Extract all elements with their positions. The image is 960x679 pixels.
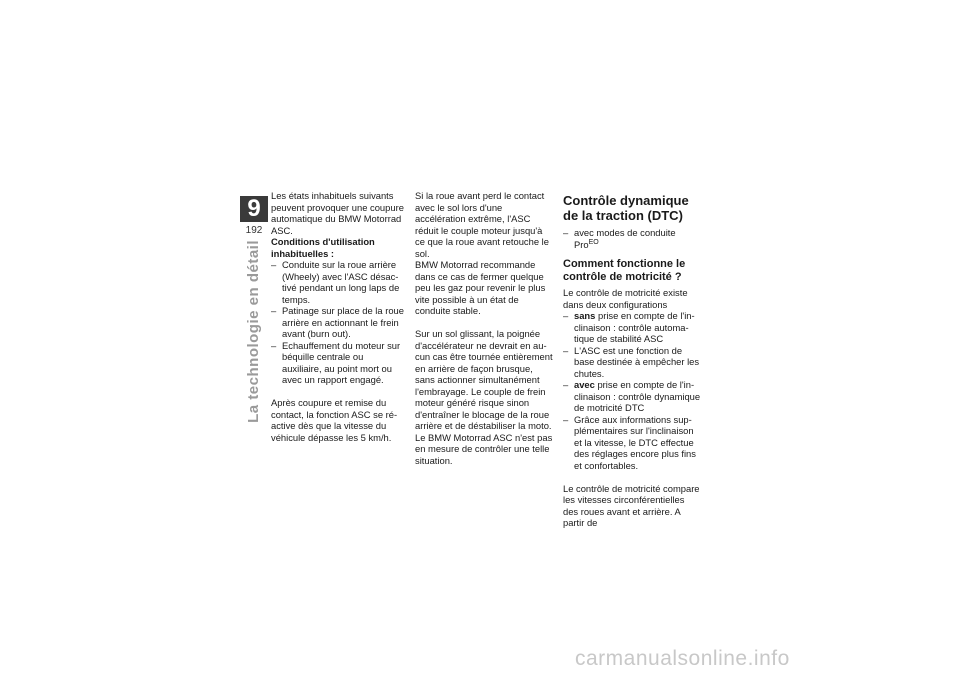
list-item: – Patinage sur place de la roue arrière en actionnant le frein avant (burn out). [271, 305, 404, 339]
configurations-list [563, 310, 701, 471]
list-item: – Echauffement du moteur sur béquille centrale ou auxiliaire, au point mort ou avec un rapport engagé. [271, 339, 401, 385]
list-item: – sans prise en compte de l'inclinaison : contrôle automatique de stabilité ASC [563, 310, 695, 344]
modes-list [563, 227, 701, 250]
watermark: carmanualsonline.info [575, 647, 790, 670]
list-item: – avec prise en compte de l'inclinaison : contrôle dynamique de motricité DTC [563, 379, 701, 413]
chapter-number: 9 [240, 196, 268, 222]
after-paragraph: Après coupure et remise du contact, la fonction ASC se réactive dès que la vitesse du véhicule dépasse les 5 km/h. [271, 397, 398, 443]
section-heading: Contrôle dynamique de la traction (DTC) [563, 193, 689, 223]
conditions-heading: Conditions d'utilisation inhabituelles : [271, 236, 375, 259]
intro-paragraph: Les états inhabituels suivants peuvent provoquer une coupure automatique du BMW Motorrad ASC. [271, 190, 404, 236]
column-2 [415, 190, 553, 466]
page-number: 192 [245, 225, 263, 236]
chapter-title-wrapper [244, 240, 264, 440]
intro-paragraph: Le contrôle de motricité existe dans deux configurations [563, 287, 688, 310]
list-item: – Grâce aux informations supplémentaires sur l'inclinaison et la vitesse, le DTC effectue des réglages encore plus fins et confortables. [563, 413, 696, 471]
list-item: – avec modes de conduite Pro$^{EO}$ [563, 227, 676, 250]
outro-paragraph: Le contrôle de motricité compare les vitesses circonférentielles des roues avant et arrière. A partir de [563, 482, 700, 528]
list-item: – Conduite sur la roue arrière (Wheely) avec l'ASC désactivé pendant un long laps de temps. [271, 259, 400, 305]
paragraph-3: Sur un sol glissant, la poignée d'accélérateur ne devrait en aucun cas être tournée entièrement en arrière de façon brusque, sans actionner simultanément l'embrayage. Le couple de frein moteur généré risque sinon d'entraîner le blocage de la roue arrière et de déstabiliser la moto. Le BMW Motorrad ASC n'est pas en mesure de contrôler une telle situation. [415, 328, 553, 466]
option-code: EO [588, 238, 599, 246]
column-1 [271, 190, 405, 443]
column-3 [563, 190, 701, 529]
chapter-title: La technologie en détail [245, 240, 262, 423]
paragraph-2: BMW Motorrad recommande dans ce cas de fermer quelque peu les gaz pour revenir le plus vite possible à un état de conduite stable. [415, 259, 546, 316]
list-item: – L'ASC est une fonction de base destinée à empêcher les chutes. [563, 344, 700, 379]
paragraph-1: Si la roue avant perd le contact avec le sol lors d'une accélération extrême, l'ASC réduit le couple moteur jusqu'à ce que la roue avant retouche le sol. [415, 190, 549, 259]
conditions-list [271, 259, 405, 386]
subsection-heading: Comment fonctionne le contrôle de motricité ? [563, 258, 686, 283]
